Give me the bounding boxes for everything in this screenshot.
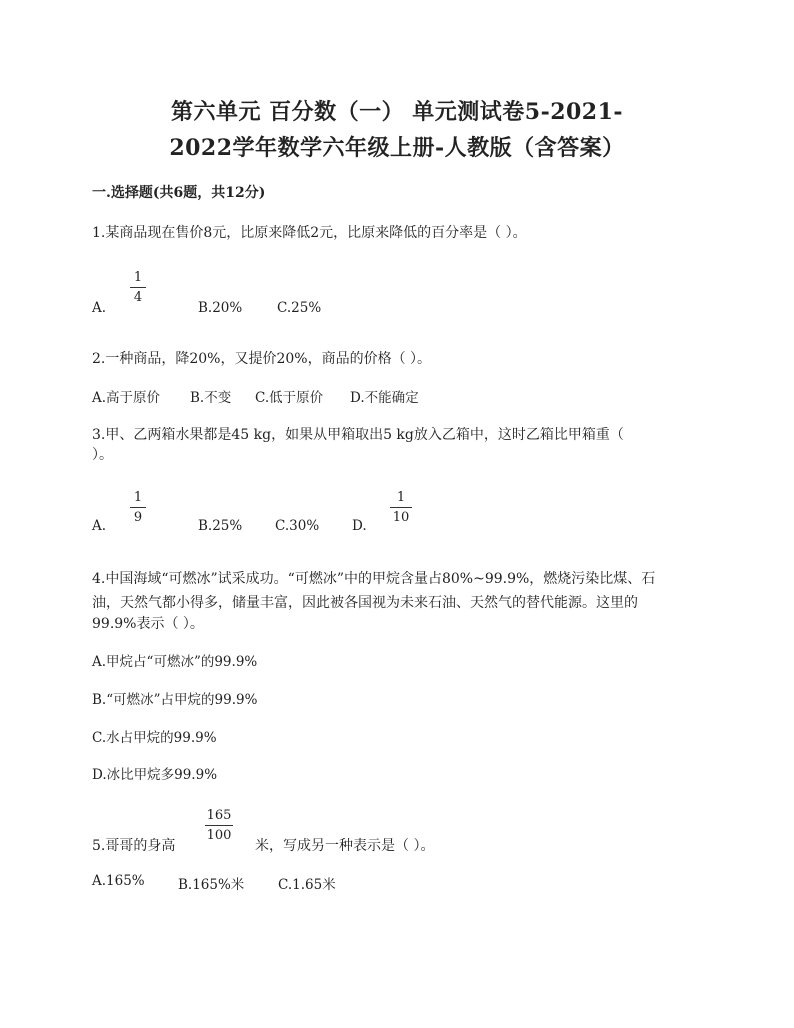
question-4-stem-line1: 4.中国海域“可燃冰”试采成功。“可燃冰”中的甲烷含量占80%~99.9%，燃烧污染比煤、石	[92, 571, 656, 587]
section-heading: 一.选择题(共6题，共12分)	[92, 185, 266, 201]
q3-option-b: B.25%	[198, 518, 243, 534]
q2-option-c: C.低于原价	[255, 390, 324, 406]
fraction-bar	[130, 507, 146, 508]
q1-option-a-label: A.	[92, 300, 107, 316]
q3-a-denominator: 9	[133, 510, 143, 525]
q2-option-d: D.不能确定	[350, 390, 419, 406]
question-2-stem: 2.一种商品，降20%，又提价20%，商品的价格（ ）。	[92, 351, 432, 367]
q3-option-d-label: D.	[352, 518, 367, 534]
question-3-stem-line1: 3.甲、乙两箱水果都是45 kg，如果从甲箱取出5 kg放入乙箱中，这时乙箱比甲箱重（	[92, 427, 624, 443]
q3-d-numerator: 1	[396, 490, 406, 505]
question-4-stem-line3: 99.9%表示（ ）。	[92, 616, 204, 632]
q4-option-b: B.“可燃冰”占甲烷的99.9%	[92, 692, 258, 708]
question-1-stem: 1.某商品现在售价8元，比原来降低2元，比原来降低的百分率是（ ）。	[92, 225, 527, 241]
q1-option-c: C.25%	[277, 300, 322, 316]
q5-denominator: 100	[206, 828, 232, 843]
q2-option-b: B.不变	[190, 390, 232, 406]
fraction-bar	[390, 507, 412, 508]
page-title-line2: 2022学年数学六年级上册-人教版（含答案）	[169, 135, 625, 161]
fraction-bar	[205, 825, 233, 826]
q3-option-c: C.30%	[275, 518, 320, 534]
q3-option-a-fraction	[130, 490, 146, 525]
question-3-stem-line2: ）。	[92, 447, 113, 463]
q5-option-a: A.165%	[92, 873, 145, 889]
q1-a-denominator: 4	[133, 290, 143, 305]
q5-numerator: 165	[206, 808, 232, 823]
fraction-bar	[130, 287, 146, 288]
q1-a-numerator: 1	[133, 270, 143, 285]
q5-height-fraction	[205, 808, 233, 843]
question-5-stem-post: 米，写成另一种表示是（ ）。	[255, 838, 435, 854]
q4-option-a: A.甲烷占“可燃冰”的99.9%	[92, 654, 258, 670]
question-4-stem-line2: 油，天然气都小得多，储量丰富，因此被各国视为未来石油、天然气的替代能源。这里的	[92, 595, 638, 611]
q5-option-b: B.165%米	[178, 877, 245, 893]
q3-option-d-fraction	[390, 490, 412, 525]
q4-option-d: D.冰比甲烷多99.9%	[92, 767, 218, 783]
page-title-line1: 第六单元 百分数（一） 单元测试卷5-2021-	[170, 99, 624, 125]
q3-d-denominator: 10	[392, 510, 410, 525]
q2-option-a: A.高于原价	[92, 390, 161, 406]
q1-option-b: B.20%	[198, 300, 243, 316]
q3-option-a-label: A.	[92, 518, 107, 534]
q3-a-numerator: 1	[133, 490, 143, 505]
q5-option-c: C.1.65米	[278, 877, 336, 893]
q4-option-c: C.水占甲烷的99.9%	[92, 730, 217, 746]
q1-option-a-fraction	[130, 270, 146, 305]
question-5-stem-pre: 5.哥哥的身高	[92, 838, 176, 854]
